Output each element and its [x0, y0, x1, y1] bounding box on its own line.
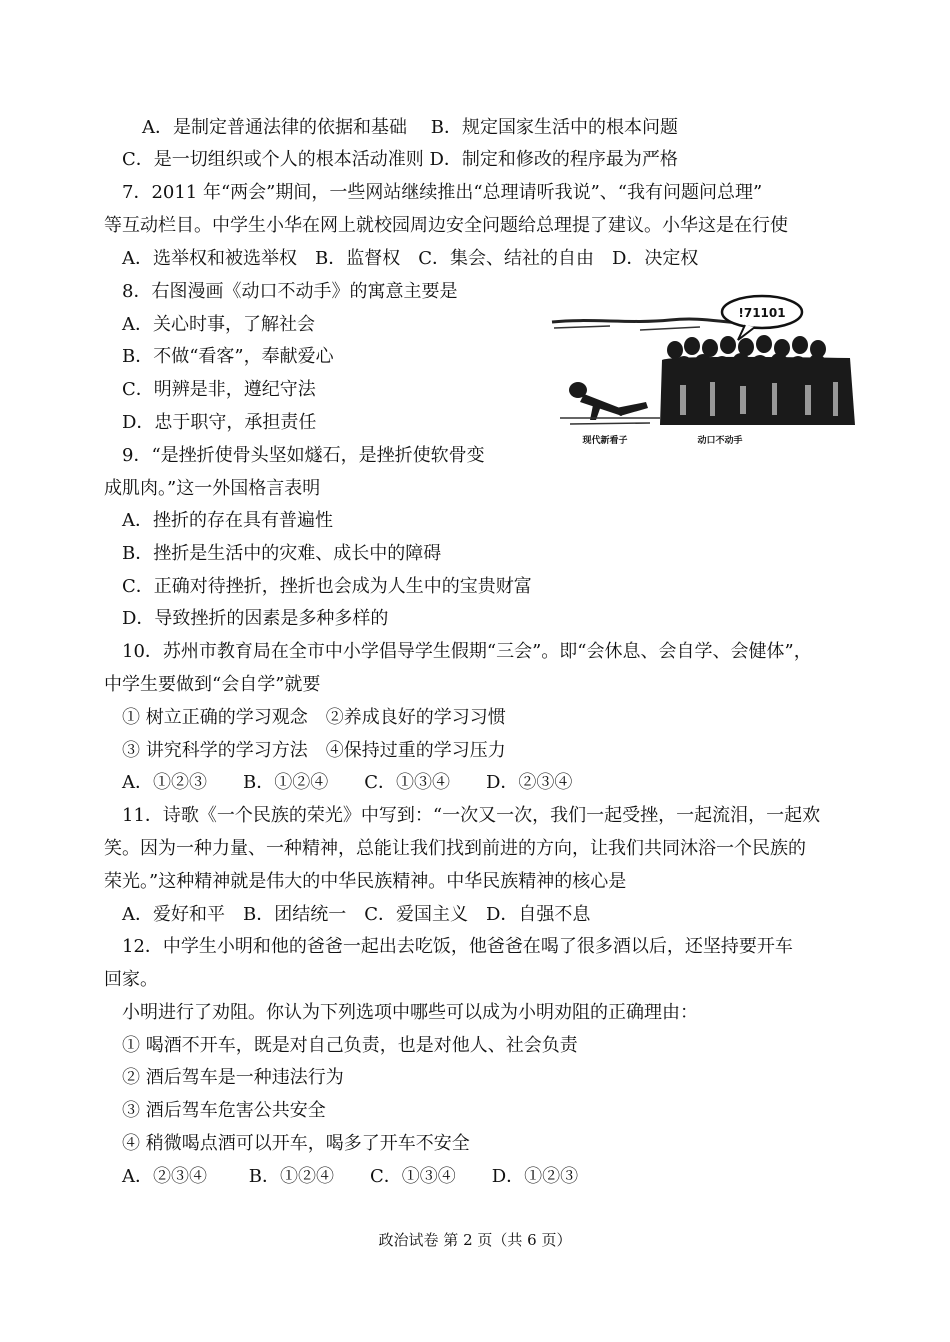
page-footer: 政治试卷 第 2 页（共 6 页）: [378, 1231, 572, 1249]
cartoon-caption-left: 现代新看子: [582, 436, 628, 446]
option-line: B．挫折是生活中的灾难、成长中的障碍: [122, 543, 442, 564]
question-line: 回家。: [104, 969, 158, 990]
option-line: A．①②③ B．①②④ C．①③④ D．②③④: [122, 772, 573, 793]
question-line: 等互动栏目。中学生小华在网上就校园周边安全问题给总理提了建议。小华这是在行使: [104, 215, 788, 236]
choice-item-line: ① 喝酒不开车，既是对自己负责，也是对他人、社会负责: [122, 1035, 578, 1056]
question-line: 12．中学生小明和他的爸爸一起出去吃饭，他爸爸在喝了很多酒以后，还坚持要开车: [122, 936, 793, 957]
question-line: 成肌肉。”这一外国格言表明: [104, 478, 321, 499]
question-line: 10．苏州市教育局在全市中小学倡导学生假期“三会”。即“会休息、会自学、会健体”，: [122, 641, 812, 662]
question-line: 9．“是挫折使骨头坚如燧石，是挫折使软骨变: [122, 445, 485, 466]
question-line: 笑。因为一种力量、一种精神，总能让我们找到前进的方向，让我们共同沐浴一个民族的: [104, 838, 806, 859]
cartoon-bubble-text: !71101: [738, 306, 786, 320]
choice-item-line: ② 酒后驾车是一种违法行为: [122, 1067, 344, 1088]
question-line: 8．右图漫画《动口不动手》的寓意主要是: [122, 281, 458, 302]
option-line: C．明辨是非，遵纪守法: [122, 379, 316, 400]
question-line: 11．诗歌《一个民族的荣光》中写到：“一次又一次，我们一起受挫，一起流泪，一起欢: [122, 805, 821, 826]
choice-item-line: ③ 讲究科学的学习方法 ④保持过重的学习压力: [122, 740, 506, 761]
question-line: 中学生要做到“会自学”就要: [104, 674, 321, 695]
question-line: 荣光。”这种精神就是伟大的中华民族精神。中华民族精神的核心是: [104, 871, 627, 892]
option-line: C．是一切组织或个人的根本活动准则 D．制定和修改的程序最为严格: [122, 149, 678, 170]
option-line: A．是制定普通法律的依据和基础 B．规定国家生活中的根本问题: [142, 117, 678, 138]
option-line: D．导致挫折的因素是多种多样的: [122, 608, 389, 629]
option-line: A．挫折的存在具有普遍性: [122, 510, 333, 531]
option-line: A．爱好和平 B．团结统一 C．爱国主义 D．自强不息: [122, 904, 591, 925]
question-line: 7．2011 年“两会”期间，一些网站继续推出“总理请听我说”、“我有问题问总理”: [122, 182, 763, 203]
option-line: C．正确对待挫折，挫折也会成为人生中的宝贵财富: [122, 576, 532, 597]
option-line: B．不做“看客”，奉献爱心: [122, 346, 334, 367]
cartoon-caption-right: 动口不动手: [697, 436, 743, 446]
option-line: A．选举权和被选举权 B．监督权 C．集会、结社的自由 D．决定权: [122, 248, 699, 269]
question-line: 小明进行了劝阻。你认为下列选项中哪些可以成为小明劝阻的正确理由：: [122, 1002, 698, 1023]
option-line: A．②③④ B．①②④ C．①③④ D．①②③: [122, 1166, 579, 1187]
option-line: D．忠于职守，承担责任: [122, 412, 317, 433]
option-line: A．关心时事，了解社会: [122, 314, 315, 335]
choice-item-line: ④ 稍微喝点酒可以开车，喝多了开车不安全: [122, 1133, 470, 1154]
choice-item-line: ③ 酒后驾车危害公共安全: [122, 1100, 326, 1121]
choice-item-line: ① 树立正确的学习观念 ②养成良好的学习习惯: [122, 707, 506, 728]
cartoon-image: [550, 290, 855, 450]
